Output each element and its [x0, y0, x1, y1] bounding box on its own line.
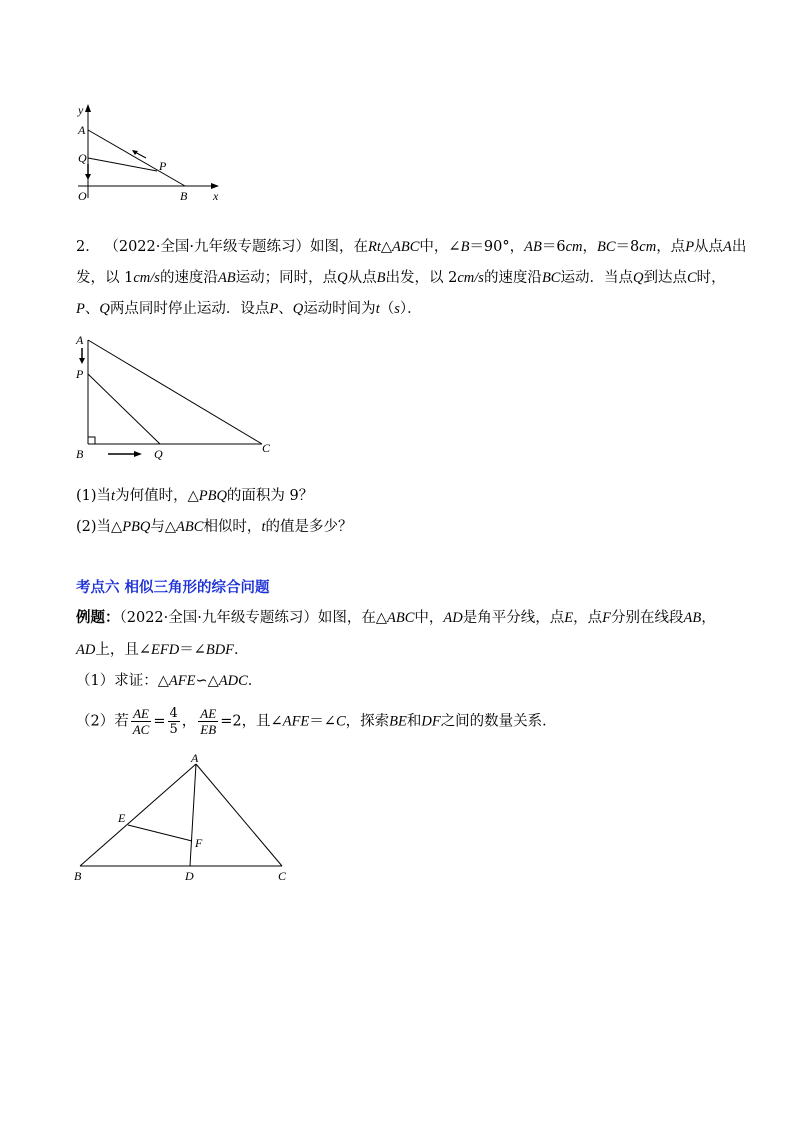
segment-ab	[88, 130, 185, 186]
segment-qp	[88, 158, 157, 171]
motion-arrowhead-q	[134, 451, 142, 457]
label-p: P	[76, 367, 84, 381]
problem-number: 2．	[76, 239, 100, 255]
label-q: Q	[154, 447, 163, 461]
fraction-4-5: $\frac{4}{5}$	[169, 706, 178, 737]
problem2-line1: 2． （2022·全国·九年级专题练习）如图，在Rt△ABC中，∠B＝90°，AB＝6cm，BC＝8cm，点P从点A出	[76, 239, 747, 255]
label-a: A	[76, 333, 84, 347]
figure-coordinate-diagram	[70, 98, 230, 210]
label-p: P	[159, 159, 167, 173]
label-c: C	[278, 869, 287, 883]
label-b: B	[180, 189, 188, 203]
figure-right-triangle	[70, 330, 280, 465]
label-x: x	[213, 189, 219, 203]
y-axis-arrow	[85, 104, 91, 112]
label-b: B	[74, 869, 82, 883]
label-f: F	[195, 836, 203, 850]
fraction-ae-eb: $\frac{AE}{EB}$	[200, 706, 217, 737]
motion-arrowhead-q	[85, 174, 91, 180]
label-y: y	[78, 103, 84, 117]
label-a: A	[191, 751, 199, 765]
segment-ac	[196, 764, 282, 866]
subquestion-1: (1)当t为何值时，△PBQ的面积为 9？	[76, 488, 314, 504]
example-line1: 例题：（2022·全国·九年级专题练习）如图，在△ABC中，AD是角平分线，点E，点F分别在线段AB，	[76, 610, 716, 626]
fraction-ae-ac: $\frac{AE}{AC}$	[132, 706, 150, 737]
subquestion-2: (2)当△PBQ与△ABC相似时，t的值是多少？	[76, 519, 353, 535]
problem2-line2: 发，以 1cm/s的速度沿AB运动；同时，点Q从点B出发，以 2cm/s的速度沿BC运动．当点Q到达点C时，	[76, 270, 726, 286]
example-line2: AD上，且∠EFD＝∠BDF．	[76, 642, 249, 658]
problem2-line3: P、Q两点同时停止运动．设点P、Q运动时间为t（s）．	[76, 301, 422, 317]
label-c: C	[262, 441, 271, 455]
segment-ef	[128, 825, 192, 841]
segment-ac	[88, 340, 262, 444]
label-q: Q	[78, 151, 87, 165]
segment-pq	[88, 374, 160, 444]
motion-arrowhead-p	[132, 150, 138, 155]
label-d: D	[185, 869, 194, 883]
label-e: E	[118, 811, 126, 825]
example-question-1: （1）求证：△AFE∽△ADC．	[76, 673, 263, 689]
segment-ab	[80, 764, 196, 866]
label-a: A	[78, 123, 86, 137]
section-heading: 考点六 相似三角形的综合问题	[76, 580, 270, 596]
example-question-2: （2）若 $\frac{AE}{AC}$ = $\frac{4}{5}$ ， $\frac{AE}{EB}$ =2，且∠AFE＝∠C，探索BE和DF之间的数量关系．	[76, 706, 557, 737]
example-label: 例题：	[76, 610, 120, 626]
label-o: O	[78, 189, 87, 203]
figure-triangle-bisector	[70, 748, 310, 883]
label-b: B	[76, 447, 84, 461]
motion-arrowhead-p	[79, 358, 85, 364]
right-angle-mark	[88, 437, 95, 444]
segment-ad	[190, 764, 196, 866]
